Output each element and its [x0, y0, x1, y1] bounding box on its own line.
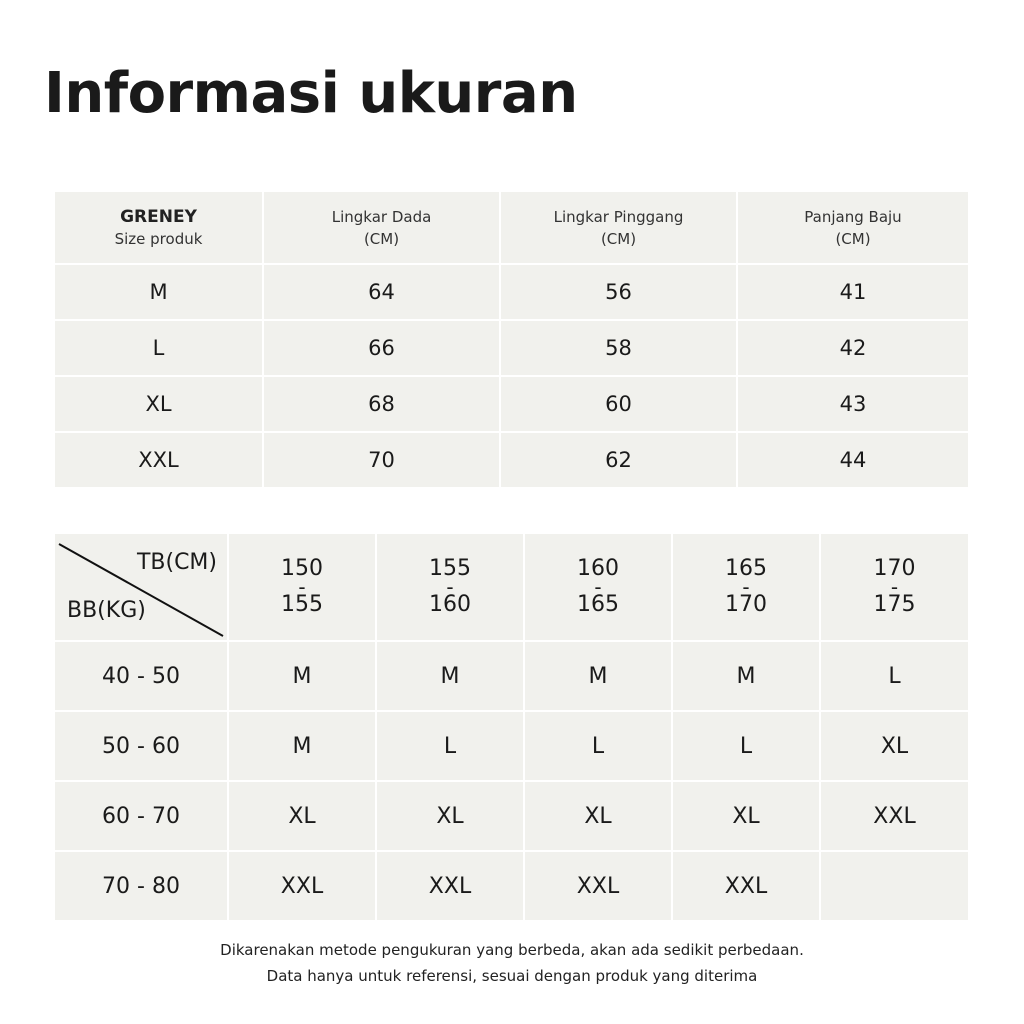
- size-cell: XXL: [55, 432, 263, 487]
- dada-cell: 66: [263, 320, 500, 376]
- fit-size-cell: M: [672, 641, 820, 711]
- table-row: [55, 641, 968, 711]
- fit-size-cell: M: [228, 641, 376, 711]
- weight-range-cell: 40 - 50: [55, 641, 228, 711]
- dada-cell: 64: [263, 264, 500, 320]
- size-cell: L: [55, 320, 263, 376]
- height-from: 170: [873, 556, 916, 581]
- fit-size-cell: L: [672, 711, 820, 781]
- weight-range-cell: 50 - 60: [55, 711, 228, 781]
- fit-size-cell: XL: [376, 781, 524, 851]
- header-lingkar-pinggang-unit: (CM): [600, 229, 637, 248]
- fit-size-cell: XL: [820, 711, 968, 781]
- size-header-brand: [55, 192, 263, 264]
- height-from: 155: [429, 556, 471, 581]
- header-panjang-baju-unit: (CM): [835, 229, 871, 248]
- height-range-header: [524, 534, 672, 641]
- size-cell: XL: [55, 376, 263, 432]
- height-dash: -: [446, 575, 454, 599]
- header-lingkar-dada-label: Lingkar Dada: [331, 207, 432, 226]
- brand-sub-label: Size produk: [114, 229, 203, 248]
- header-panjang-baju-label: Panjang Baju: [804, 207, 902, 226]
- fit-size-cell: L: [524, 711, 672, 781]
- height-dash: -: [594, 575, 602, 599]
- panjang-cell: 44: [737, 432, 968, 487]
- dada-cell: 68: [263, 376, 500, 432]
- height-weight-fit-table: [55, 534, 968, 920]
- fit-size-cell: XL: [524, 781, 672, 851]
- fit-size-cell: [820, 851, 968, 920]
- table-row: [55, 320, 968, 376]
- fit-size-cell: XL: [672, 781, 820, 851]
- fit-size-cell: XXL: [820, 781, 968, 851]
- bb-label: BB(KG): [67, 598, 146, 623]
- weight-range-cell: 70 - 80: [55, 851, 228, 920]
- panjang-cell: 43: [737, 376, 968, 432]
- height-dash: -: [742, 575, 750, 599]
- height-from: 160: [577, 556, 619, 581]
- size-cell: M: [55, 264, 263, 320]
- height-from: 165: [725, 556, 767, 581]
- table-row: [55, 711, 968, 781]
- header-lingkar-dada: [263, 192, 500, 264]
- height-range-header: [228, 534, 376, 641]
- fit-size-cell: XXL: [376, 851, 524, 920]
- weight-range-cell: 60 - 70: [55, 781, 228, 851]
- disclaimer-notes: [0, 937, 1024, 989]
- table-row: [55, 376, 968, 432]
- table-row: [55, 851, 968, 920]
- height-range-header: [376, 534, 524, 641]
- height-dash: -: [890, 575, 899, 599]
- height-to: 160: [429, 592, 471, 617]
- header-lingkar-pinggang: [500, 192, 737, 264]
- height-from: 150: [281, 556, 323, 581]
- page-title: Informasi ukuran: [44, 61, 578, 126]
- panjang-cell: 42: [737, 320, 968, 376]
- header-panjang-baju: [737, 192, 968, 264]
- height-dash: -: [298, 575, 306, 599]
- height-to: 165: [577, 592, 619, 617]
- disclaimer-line-1: Dikarenakan metode pengukuran yang berbeda, akan ada sedikit perbedaan.: [220, 941, 804, 959]
- header-lingkar-pinggang-label: Lingkar Pinggang: [553, 207, 684, 226]
- disclaimer-line-2: Data hanya untuk referensi, sesuai dengan produk yang diterima: [266, 967, 758, 985]
- table-row: [55, 432, 968, 487]
- height-to: 175: [873, 592, 916, 617]
- fit-table-header-row: [55, 534, 968, 641]
- fit-size-cell: XXL: [672, 851, 820, 920]
- pinggang-cell: 58: [500, 320, 737, 376]
- corner-header-cell: [55, 534, 228, 641]
- tb-label: TB(CM): [136, 550, 217, 575]
- height-range-header: [672, 534, 820, 641]
- pinggang-cell: 60: [500, 376, 737, 432]
- pinggang-cell: 56: [500, 264, 737, 320]
- size-measurement-table: [55, 192, 968, 487]
- dada-cell: 70: [263, 432, 500, 487]
- fit-size-cell: XXL: [524, 851, 672, 920]
- height-range-header: [820, 534, 968, 641]
- fit-size-cell: XXL: [228, 851, 376, 920]
- brand-label: GRENEY: [120, 206, 197, 227]
- table-row: [55, 781, 968, 851]
- table-row: [55, 264, 968, 320]
- size-table-header-row: [55, 192, 968, 264]
- height-to: 170: [725, 592, 767, 617]
- fit-size-cell: L: [820, 641, 968, 711]
- fit-size-cell: L: [376, 711, 524, 781]
- pinggang-cell: 62: [500, 432, 737, 487]
- fit-size-cell: XL: [228, 781, 376, 851]
- fit-size-cell: M: [376, 641, 524, 711]
- fit-size-cell: M: [228, 711, 376, 781]
- height-to: 155: [281, 592, 323, 617]
- panjang-cell: 41: [737, 264, 968, 320]
- fit-size-cell: M: [524, 641, 672, 711]
- header-lingkar-dada-unit: (CM): [363, 229, 400, 248]
